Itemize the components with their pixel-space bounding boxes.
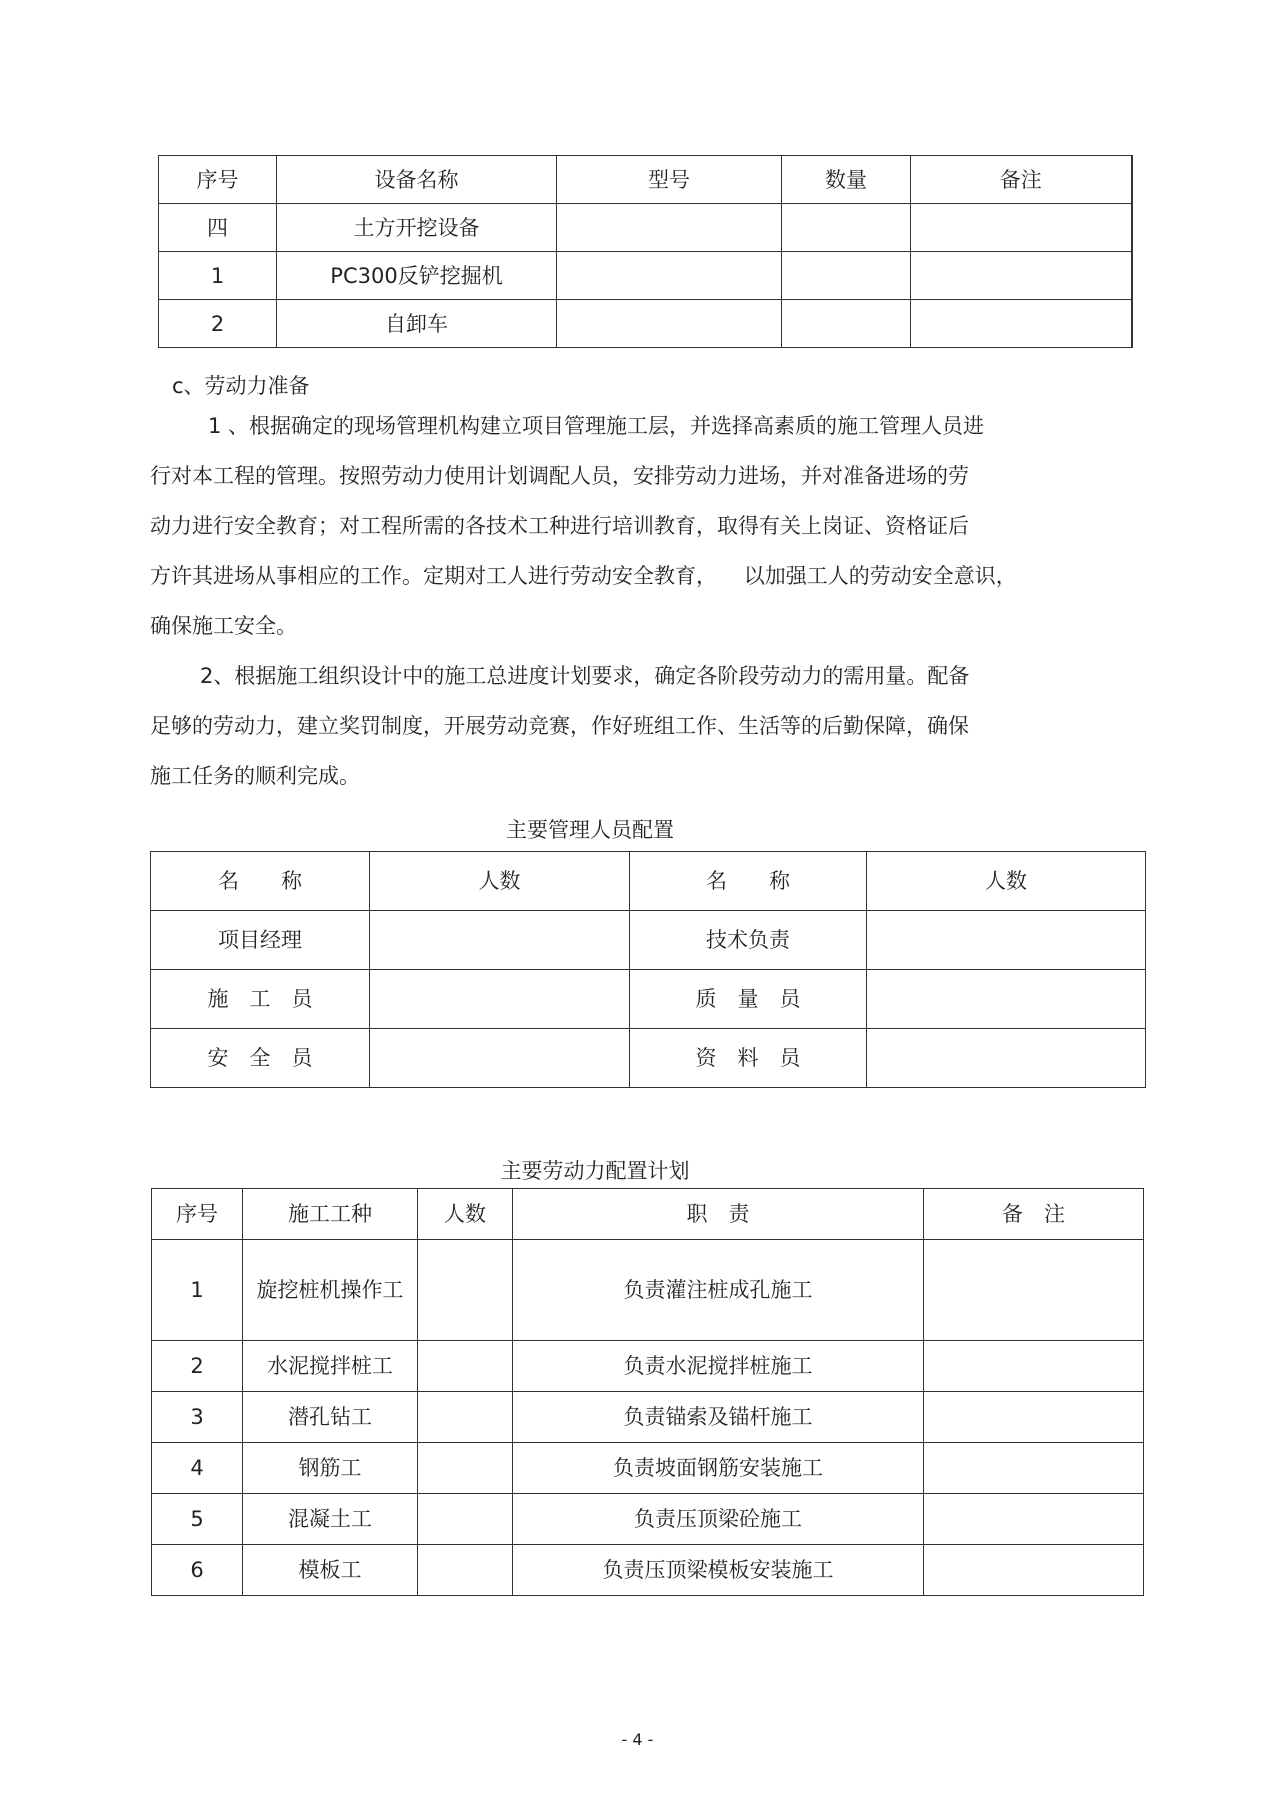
paragraph-line: 2、根据施工组织设计中的施工总进度计划要求，确定各阶段劳动力的需用量。配备 — [200, 664, 970, 688]
table-row — [159, 300, 1132, 348]
table-cell: 潜孔钻工 — [243, 1392, 418, 1443]
table-cell — [911, 204, 1132, 252]
table-cell — [557, 252, 782, 300]
paragraph-line: 方许其进场从事相应的工作。定期对工人进行劳动安全教育， 以加强工人的劳动安全意识， — [150, 564, 1017, 588]
table-caption: 主要劳动力配置计划 — [500, 1159, 690, 1183]
table-cell: 3 — [152, 1392, 243, 1443]
table-cell — [418, 1392, 513, 1443]
header-cell: 职 责 — [513, 1189, 924, 1240]
table-cell: 负责灌注桩成孔施工 — [513, 1240, 924, 1341]
table-cell: 模板工 — [243, 1545, 418, 1596]
table-cell: 负责压顶梁砼施工 — [513, 1494, 924, 1545]
table-row — [152, 1240, 1144, 1341]
table-cell — [867, 970, 1146, 1029]
section-heading: c、劳动力准备 — [172, 374, 310, 398]
table-cell: 5 — [152, 1494, 243, 1545]
header-cell: 数量 — [782, 156, 911, 204]
table-row — [159, 204, 1132, 252]
table-cell — [924, 1240, 1144, 1341]
paragraph-line: 确保施工安全。 — [150, 614, 297, 638]
header-cell: 人数 — [867, 852, 1146, 911]
table-cell — [924, 1341, 1144, 1392]
table-cell: PC300反铲挖掘机 — [277, 252, 557, 300]
paragraph-line: 行对本工程的管理。按照劳动力使用计划调配人员，安排劳动力进场，并对准备进场的劳 — [150, 464, 969, 488]
table-cell — [867, 1029, 1146, 1088]
header-cell: 备 注 — [924, 1189, 1144, 1240]
table-row — [151, 970, 1146, 1029]
table-cell — [782, 300, 911, 348]
table-cell: 质 量 员 — [630, 970, 867, 1029]
table-cell — [911, 300, 1132, 348]
header-cell: 设备名称 — [277, 156, 557, 204]
header-cell: 备注 — [911, 156, 1132, 204]
table-cell — [557, 300, 782, 348]
management-table — [150, 851, 1146, 1088]
table-cell — [782, 204, 911, 252]
table-cell: 旋挖桩机操作工 — [243, 1240, 418, 1341]
table-cell: 2 — [159, 300, 277, 348]
labor-table — [151, 1188, 1144, 1596]
header-cell: 人数 — [370, 852, 630, 911]
table-cell — [911, 252, 1132, 300]
table-cell — [924, 1545, 1144, 1596]
table-cell — [924, 1494, 1144, 1545]
table-row — [152, 1443, 1144, 1494]
table-cell: 负责坡面钢筋安装施工 — [513, 1443, 924, 1494]
table-header-row — [159, 156, 1132, 204]
table-cell: 6 — [152, 1545, 243, 1596]
table-cell: 混凝土工 — [243, 1494, 418, 1545]
table-cell: 2 — [152, 1341, 243, 1392]
table-cell: 四 — [159, 204, 277, 252]
table-row — [151, 1029, 1146, 1088]
table-cell: 1 — [152, 1240, 243, 1341]
paragraph-line: 足够的劳动力，建立奖罚制度，开展劳动竞赛，作好班组工作、生活等的后勤保障，确保 — [150, 714, 969, 738]
table-cell: 项目经理 — [151, 911, 370, 970]
table-row — [159, 252, 1132, 300]
header-cell: 人数 — [418, 1189, 513, 1240]
table-cell: 4 — [152, 1443, 243, 1494]
table-cell — [370, 1029, 630, 1088]
table-cell: 负责水泥搅拌桩施工 — [513, 1341, 924, 1392]
table-cell: 安 全 员 — [151, 1029, 370, 1088]
table-cell: 负责压顶梁模板安装施工 — [513, 1545, 924, 1596]
page-number: - 4 - — [621, 1730, 654, 1749]
table-header-row — [151, 852, 1146, 911]
table-cell: 资 料 员 — [630, 1029, 867, 1088]
table-cell — [924, 1443, 1144, 1494]
table-cell — [924, 1392, 1144, 1443]
paragraph-line: 1 、根据确定的现场管理机构建立项目管理施工层，并选择高素质的施工管理人员进 — [208, 414, 985, 438]
table-cell: 自卸车 — [277, 300, 557, 348]
table-cell — [370, 911, 630, 970]
equipment-table — [158, 155, 1133, 348]
table-cell — [370, 970, 630, 1029]
table-cell — [418, 1341, 513, 1392]
table-row — [151, 911, 1146, 970]
header-cell: 名 称 — [151, 852, 370, 911]
table-row — [152, 1494, 1144, 1545]
header-cell: 序号 — [152, 1189, 243, 1240]
table-cell — [418, 1443, 513, 1494]
table-row — [152, 1545, 1144, 1596]
table-cell: 1 — [159, 252, 277, 300]
table-cell — [867, 911, 1146, 970]
table-cell — [418, 1545, 513, 1596]
table-cell: 土方开挖设备 — [277, 204, 557, 252]
table-cell: 水泥搅拌桩工 — [243, 1341, 418, 1392]
table-cell: 钢筋工 — [243, 1443, 418, 1494]
table-header-row — [152, 1189, 1144, 1240]
table-cell: 负责锚索及锚杆施工 — [513, 1392, 924, 1443]
table-cell — [782, 252, 911, 300]
header-cell: 名 称 — [630, 852, 867, 911]
header-cell: 序号 — [159, 156, 277, 204]
table-cell: 技术负责 — [630, 911, 867, 970]
header-cell: 型号 — [557, 156, 782, 204]
table-row — [152, 1392, 1144, 1443]
header-cell: 施工工种 — [243, 1189, 418, 1240]
paragraph-line: 施工任务的顺利完成。 — [150, 764, 360, 788]
paragraph-line: 动力进行安全教育；对工程所需的各技术工种进行培训教育，取得有关上岗证、资格证后 — [150, 514, 969, 538]
table-cell — [418, 1494, 513, 1545]
table-row — [152, 1341, 1144, 1392]
table-cell — [557, 204, 782, 252]
table-cell — [418, 1240, 513, 1341]
table-caption: 主要管理人员配置 — [506, 818, 674, 842]
table-cell: 施 工 员 — [151, 970, 370, 1029]
